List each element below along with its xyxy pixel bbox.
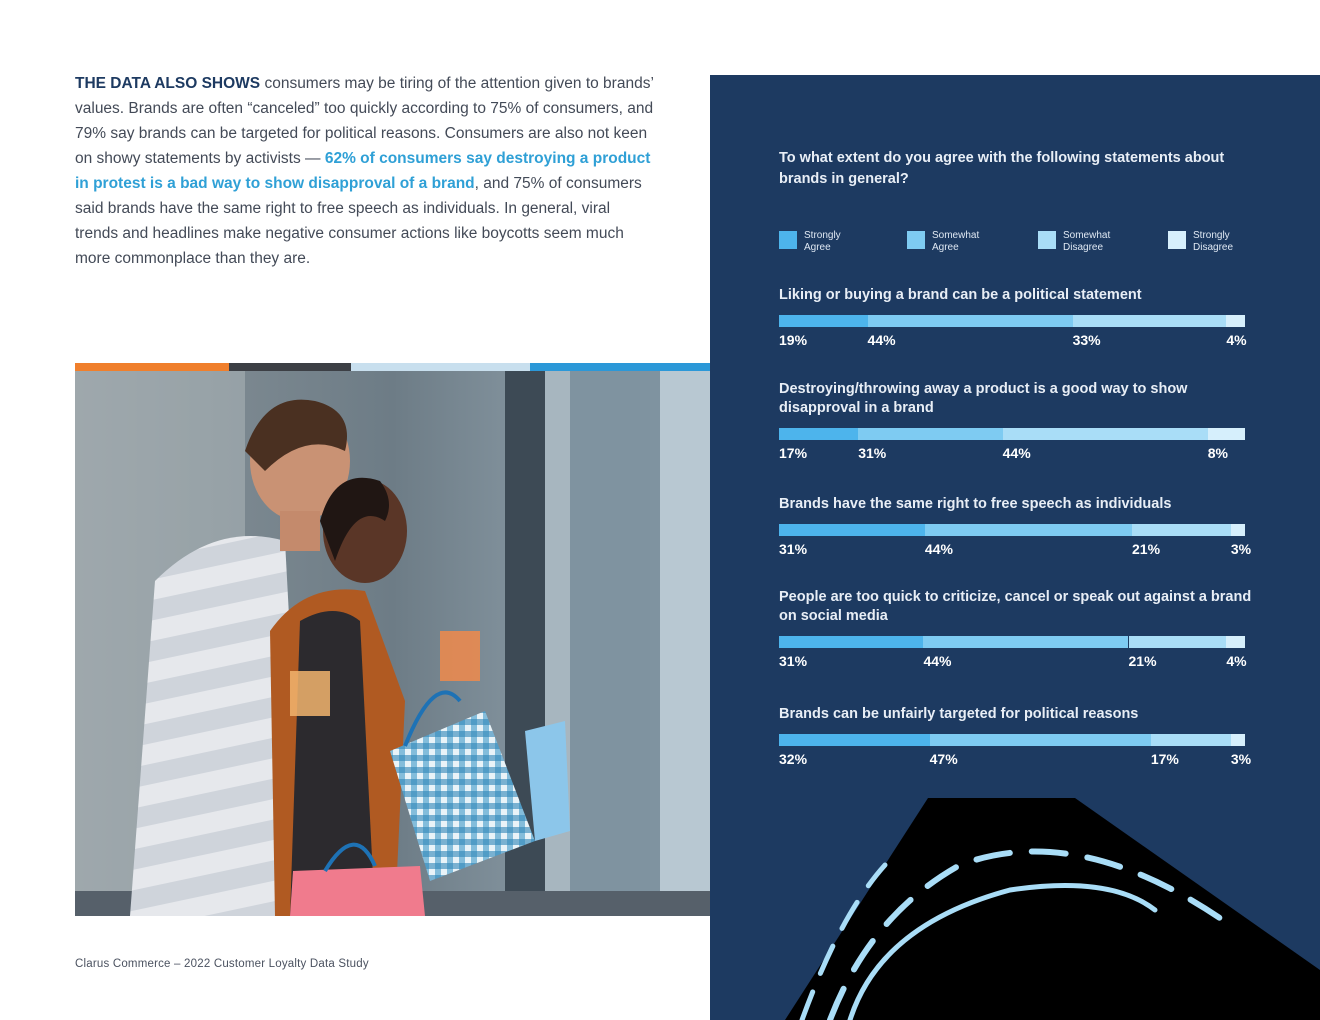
bar-segment-somewhat-disagree <box>1132 524 1231 536</box>
value-label: 33% <box>1072 332 1101 348</box>
value-labels <box>779 751 1255 769</box>
bar-segment-somewhat-agree <box>925 524 1132 536</box>
statement-label: Brands can be unfairly targeted for political reasons <box>779 706 1139 722</box>
bar-segment-strongly-disagree <box>1231 734 1245 746</box>
legend-label: Strongly Disagree <box>1193 230 1234 253</box>
stacked-bar <box>779 315 1255 327</box>
statement-row <box>779 380 1255 463</box>
legend-item <box>779 230 889 254</box>
legend-swatch <box>1038 231 1056 249</box>
shopping-couple-photo <box>75 371 710 916</box>
stripe-4 <box>530 363 710 371</box>
bar-segment-somewhat-agree <box>868 315 1073 327</box>
intro-highlight: 62% of consumers say destroying a product in protest is a bad way to show disapproval of a brand <box>75 150 651 192</box>
intro-lead: THE DATA ALSO SHOWS <box>75 75 261 92</box>
value-label: 8% <box>1207 445 1228 461</box>
bar-segment-strongly-disagree <box>1208 428 1245 440</box>
bar-segment-strongly-disagree <box>1226 315 1245 327</box>
survey-panel <box>710 75 1320 1020</box>
value-label: 3% <box>1230 541 1252 557</box>
value-label: 31% <box>779 541 808 557</box>
value-label: 4% <box>1226 332 1247 348</box>
statement-label: Liking or buying a brand can be a political statement <box>779 287 1142 303</box>
stripe-1 <box>75 363 229 371</box>
bar-segment-somewhat-disagree <box>1151 734 1231 746</box>
value-label: 31% <box>779 653 808 669</box>
bar-segment-somewhat-agree <box>858 428 1002 440</box>
bar-segment-somewhat-agree <box>930 734 1151 746</box>
value-label: 19% <box>779 332 808 348</box>
chart-question: To what extent do you agree with the following statements about brands in general? <box>779 150 1225 187</box>
bar-segment-strongly-agree <box>779 734 930 746</box>
statement-label: Destroying/throwing away a product is a good way to show disapproval in a brand <box>779 381 1188 416</box>
statement-label: People are too quick to criticize, cancel or speak out against a brand on social media <box>779 589 1252 624</box>
value-labels <box>779 332 1255 350</box>
intro-text-2: , and 75% of consumers said brands have the same right to free speech as individuals. In general, viral trends and headlines make negative consumer actions like boycotts seem much more commonplace than they are. <box>75 175 642 267</box>
legend-swatch <box>907 231 925 249</box>
legend-label: Somewhat Disagree <box>1063 230 1111 253</box>
value-label: 32% <box>779 751 808 767</box>
value-label: 44% <box>1002 445 1031 461</box>
stacked-bar <box>779 428 1255 440</box>
bar-segment-strongly-agree <box>779 524 925 536</box>
footer-citation: Clarus Commerce – 2022 Customer Loyalty Data Study <box>75 958 369 970</box>
legend-swatch <box>779 231 797 249</box>
statement-label: Brands have the same right to free speech as individuals <box>779 496 1172 512</box>
value-label: 44% <box>924 541 953 557</box>
value-label: 47% <box>929 751 958 767</box>
bar-segment-strongly-disagree <box>1231 524 1245 536</box>
intro-text-1: consumers may be tiring of the attention given to brands’ values. Brands are often “canceled” too quickly according to 75% of consumers, and 79% say brands can be targeted for political reasons. Consumers are also not keen on showy statements by activists — <box>75 75 654 167</box>
value-label: 21% <box>1132 541 1161 557</box>
value-label: 44% <box>923 653 952 669</box>
bar-segment-somewhat-agree <box>923 636 1128 648</box>
value-labels <box>779 541 1255 559</box>
stacked-bar <box>779 636 1255 648</box>
legend-item <box>907 230 1020 254</box>
value-labels <box>779 653 1255 671</box>
value-label: 17% <box>1150 751 1179 767</box>
stacked-bar <box>779 734 1255 746</box>
value-label: 17% <box>779 445 808 461</box>
stripe-2 <box>229 363 351 371</box>
value-label: 44% <box>867 332 896 348</box>
value-label: 4% <box>1226 653 1247 669</box>
bar-segment-somewhat-disagree <box>1073 315 1227 327</box>
legend-label: Somewhat Agree <box>932 230 980 253</box>
legend-item <box>1038 230 1150 254</box>
stripe-3 <box>351 363 530 371</box>
legend-label: Strongly Agree <box>804 230 841 253</box>
bar-segment-strongly-agree <box>779 636 923 648</box>
statement-row <box>779 286 1255 350</box>
bar-segment-somewhat-disagree <box>1129 636 1227 648</box>
value-label: 21% <box>1128 653 1157 669</box>
value-label: 31% <box>858 445 887 461</box>
intro-paragraph <box>75 71 655 271</box>
bar-segment-strongly-agree <box>779 428 858 440</box>
value-labels <box>779 445 1255 463</box>
statement-row <box>779 495 1255 559</box>
bar-segment-strongly-agree <box>779 315 868 327</box>
statement-row <box>779 588 1255 671</box>
chart-legend <box>779 230 1271 254</box>
legend-swatch <box>1168 231 1186 249</box>
legend-item <box>1168 230 1253 254</box>
bar-segment-somewhat-disagree <box>1003 428 1208 440</box>
color-stripes <box>75 363 710 371</box>
bar-segment-strongly-disagree <box>1226 636 1245 648</box>
stacked-bar <box>779 524 1255 536</box>
value-label: 3% <box>1230 751 1252 767</box>
statement-row <box>779 705 1255 769</box>
